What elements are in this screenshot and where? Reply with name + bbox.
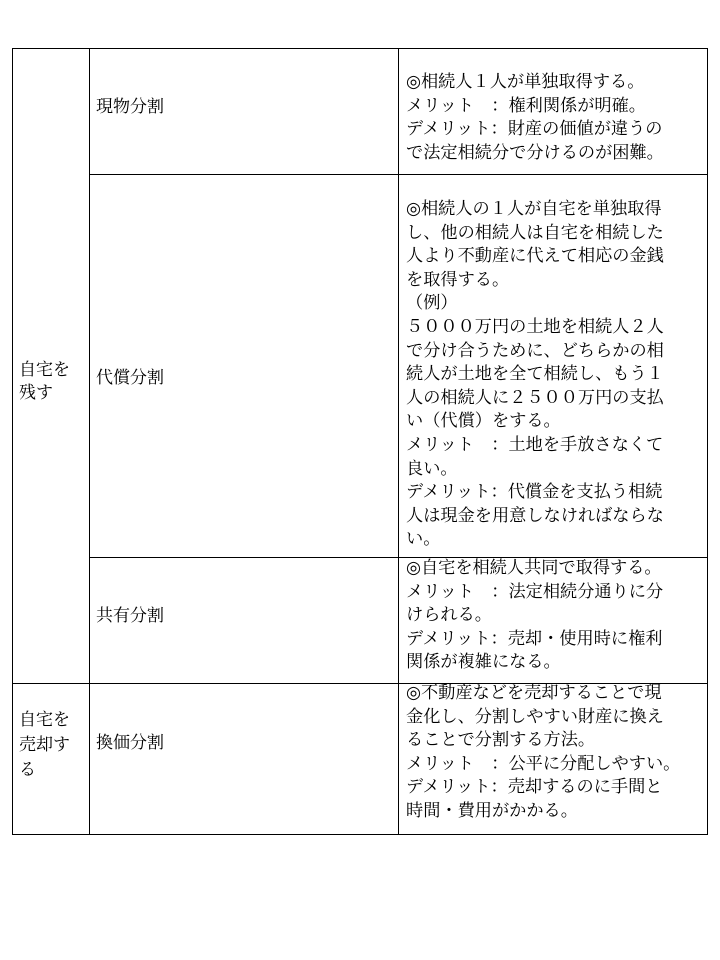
table-border-bottom <box>12 834 708 835</box>
description-cell <box>406 71 706 165</box>
description-cell <box>406 198 706 552</box>
description-line: （例） <box>406 293 458 314</box>
category-cell-keep-home <box>19 359 70 405</box>
category-line: 売却す <box>19 735 70 755</box>
description-line: 金化し、分割しやすい財産に換え <box>406 706 664 727</box>
category-line: 自宅を <box>19 710 70 730</box>
description-line: けられる。 <box>406 605 492 626</box>
column-divider-2 <box>398 48 399 835</box>
row-divider-1 <box>89 174 708 175</box>
description-line: い（代償）をする。 <box>406 411 561 432</box>
description-line: ◎相続人の１人が自宅を単独取得 <box>406 199 662 219</box>
description-line: 人は現金を用意しなければならな <box>406 505 664 526</box>
description-line: メリット ：土地を手放さなくて <box>406 434 664 455</box>
column-divider-1 <box>89 48 90 835</box>
description-cell <box>406 682 706 824</box>
category-cell-sell-home <box>19 708 70 783</box>
description-line: 続人が土地を全て相続し、もう１ <box>406 364 664 385</box>
description-cell <box>406 557 706 675</box>
description-line: メリット ：公平に分配しやすい。 <box>406 753 681 774</box>
description-line: で分け合うために、どちらかの相 <box>406 340 664 361</box>
table-border-right <box>707 48 708 835</box>
description-line: ◎相続人１人が単独取得する。 <box>406 72 645 92</box>
method-cell: 共有分割 <box>96 606 164 626</box>
description-line: し、他の相続人は自宅を相続した <box>406 222 664 243</box>
category-line: 自宅を <box>19 360 70 380</box>
category-line: る <box>19 760 36 780</box>
description-line: ５０００万円の土地を相続人２人 <box>406 316 664 337</box>
description-line: デメリット：財産の価値が違うの <box>406 119 663 140</box>
description-line: デメリット：代償金を支払う相続 <box>406 482 663 503</box>
description-line: メリット ：法定相続分通りに分 <box>406 581 664 602</box>
category-line: 残す <box>19 383 53 403</box>
description-line: デメリット：売却するのに手間と <box>406 777 663 798</box>
description-line: 関係が複雑になる。 <box>406 652 561 673</box>
description-line: ることで分割する方法。 <box>406 730 596 751</box>
description-line: を取得する。 <box>406 269 510 290</box>
description-line: 時間・費用がかかる。 <box>406 800 578 821</box>
method-cell: 現物分割 <box>96 97 164 117</box>
description-line: 人の相続人に２５００万円の支払 <box>406 387 664 408</box>
description-line: 良い。 <box>406 458 458 479</box>
description-line: い。 <box>406 529 441 550</box>
description-line: メリット ：権利関係が明確。 <box>406 95 646 116</box>
method-cell: 換価分割 <box>96 733 164 753</box>
method-cell: 代償分割 <box>96 368 164 388</box>
description-line: デメリット：売却・使用時に権利 <box>406 628 663 649</box>
description-line: ◎自宅を相続人共同で取得する。 <box>406 558 662 578</box>
description-line: 人より不動産に代えて相応の金銭 <box>406 246 664 267</box>
table-border-left <box>12 48 13 835</box>
description-line: ◎不動産などを売却することで現 <box>406 683 662 703</box>
table-border-top <box>12 48 708 49</box>
description-line: で法定相続分で分けるのが困難。 <box>406 142 664 163</box>
